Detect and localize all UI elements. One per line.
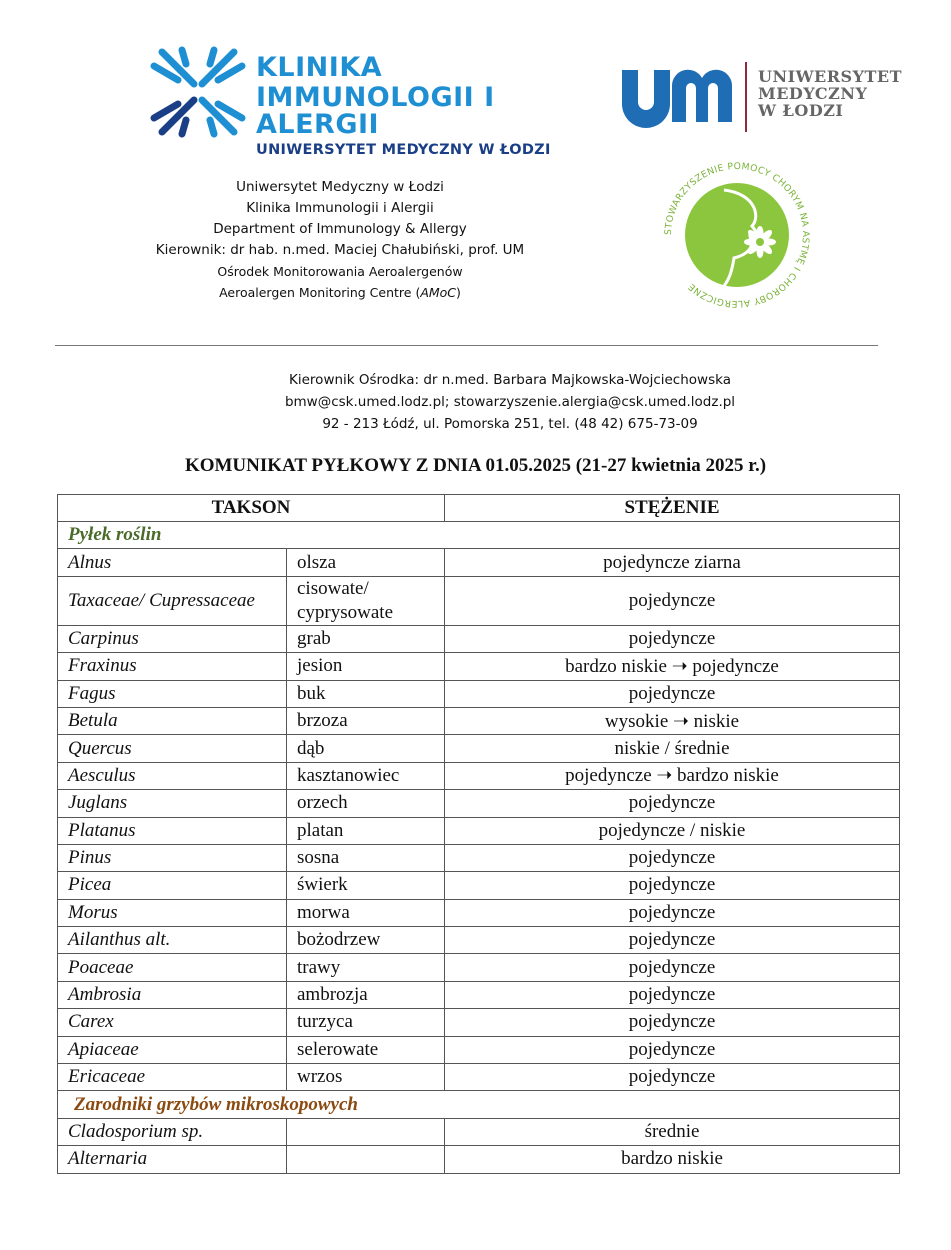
table-row	[58, 927, 900, 954]
cell-concentration: pojedyncze	[445, 625, 900, 652]
cell-latin: Apiaceae	[58, 1036, 287, 1063]
association-badge-icon	[662, 160, 812, 310]
um-logo-line1: UNIWERSYTET	[758, 67, 903, 86]
header-concentration: STĘŻENIE	[445, 495, 900, 522]
cell-latin: Fagus	[58, 680, 287, 707]
contact-address: 92 - 213 Łódź, ul. Pomorska 251, tel. (48 42) 675-73-09	[322, 416, 698, 432]
cell-latin: Fraxinus	[58, 653, 287, 680]
um-logo-line2: MEDYCZNY	[758, 84, 868, 103]
klinika-logo-line1: KLINIKA	[256, 52, 383, 83]
cell-concentration: pojedyncze	[445, 844, 900, 871]
cell-latin: Ambrosia	[58, 981, 287, 1008]
table-row	[58, 790, 900, 817]
table-row	[58, 1036, 900, 1063]
cell-concentration: pojedyncze	[445, 1064, 900, 1091]
cell-polish: jesion	[287, 653, 445, 680]
cell-polish: świerk	[287, 872, 445, 899]
cell-latin: Carex	[58, 1009, 287, 1036]
cell-concentration: pojedyncze	[445, 927, 900, 954]
cell-polish: wrzos	[287, 1064, 445, 1091]
table-row	[58, 1146, 900, 1173]
cell-latin: Cladosporium sp.	[58, 1118, 287, 1145]
section-row-fungi	[58, 1091, 900, 1118]
table-row	[58, 981, 900, 1008]
cell-latin: Platanus	[58, 817, 287, 844]
cell-polish: selerowate	[287, 1036, 445, 1063]
cell-polish: dąb	[287, 735, 445, 762]
section-pollen-label: Pyłek roślin	[58, 522, 900, 549]
table-row	[58, 844, 900, 871]
header-centre-en: Aeroalergen Monitoring Centre (AMoC)	[219, 285, 461, 300]
cell-concentration: średnie	[445, 1118, 900, 1145]
cell-latin: Aesculus	[58, 762, 287, 789]
klinika-logo	[148, 42, 568, 158]
cell-polish: platan	[287, 817, 445, 844]
cell-concentration: pojedyncze	[445, 680, 900, 707]
cell-polish: grab	[287, 625, 445, 652]
header-head: Kierownik: dr hab. n.med. Maciej Chałubiński, prof. UM	[155, 242, 525, 258]
cell-polish: turzyca	[287, 1009, 445, 1036]
table-row	[58, 872, 900, 899]
cell-polish: buk	[287, 680, 445, 707]
table-row	[58, 899, 900, 926]
cell-concentration: pojedyncze	[445, 954, 900, 981]
cell-concentration: pojedyncze	[445, 981, 900, 1008]
cell-latin: Ailanthus alt.	[58, 927, 287, 954]
cell-concentration: pojedyncze	[445, 576, 900, 625]
table-row	[58, 653, 900, 680]
cell-polish: olsza	[287, 549, 445, 576]
contact-block	[250, 369, 770, 435]
table-row	[58, 680, 900, 707]
cell-concentration: bardzo niskie	[445, 1146, 900, 1173]
contact-emails: bmw@csk.umed.lodz.pl; stowarzyszenie.alergia@csk.umed.lodz.pl	[284, 394, 736, 410]
table-header-row	[58, 495, 900, 522]
klinika-logo-line3: UNIWERSYTET MEDYCZNY W ŁODZI	[256, 142, 551, 158]
cell-latin: Picea	[58, 872, 287, 899]
cell-polish: ambrozja	[287, 981, 445, 1008]
cell-concentration: pojedyncze	[445, 1009, 900, 1036]
cell-concentration: pojedyncze	[445, 790, 900, 817]
cell-latin: Carpinus	[58, 625, 287, 652]
institution-header	[120, 177, 560, 303]
cell-polish: morwa	[287, 899, 445, 926]
table-row	[58, 817, 900, 844]
cell-latin: Pinus	[58, 844, 287, 871]
cell-latin: Ericaceae	[58, 1064, 287, 1091]
table-row	[58, 549, 900, 576]
cell-latin: Alnus	[58, 549, 287, 576]
header-university: Uniwersytet Medyczny w Łodzi	[236, 179, 444, 195]
table-row	[58, 1009, 900, 1036]
pollen-table	[57, 494, 900, 1174]
table-row	[58, 954, 900, 981]
um-logo-separator	[745, 62, 747, 132]
cell-latin: Alternaria	[58, 1146, 287, 1173]
table-row	[58, 576, 900, 625]
cell-latin: Morus	[58, 899, 287, 926]
header-taxon: TAKSON	[58, 495, 445, 522]
report-title: KOMUNIKAT PYŁKOWY Z DNIA 01.05.2025 (21-27 kwietnia 2025 r.)	[184, 455, 767, 476]
klinika-logo-mark-icon	[148, 42, 248, 142]
contact-head: Kierownik Ośrodka: dr n.med. Barbara Majkowska-Wojciechowska	[289, 372, 731, 388]
cell-polish: cisowate/ cyprysowate	[287, 576, 445, 625]
um-logo-mark-icon	[620, 62, 735, 132]
cell-concentration: pojedyncze	[445, 872, 900, 899]
cell-concentration: pojedyncze	[445, 1036, 900, 1063]
header-clinic: Klinika Immunologii i Alergii	[246, 200, 434, 216]
cell-concentration: niskie / średnie	[445, 735, 900, 762]
cell-concentration: wysokie ➝ niskie	[445, 707, 900, 734]
header-divider	[55, 345, 878, 346]
cell-concentration: pojedyncze ➝ bardzo niskie	[445, 762, 900, 789]
cell-concentration: pojedyncze ziarna	[445, 549, 900, 576]
association-logo	[662, 160, 812, 310]
cell-polish: trawy	[287, 954, 445, 981]
cell-latin: Betula	[58, 707, 287, 734]
table-row	[58, 762, 900, 789]
cell-latin: Juglans	[58, 790, 287, 817]
cell-latin: Taxaceae/ Cupressaceae	[58, 576, 287, 625]
um-logo	[620, 62, 930, 134]
cell-concentration: bardzo niskie ➝ pojedyncze	[445, 653, 900, 680]
table-row	[58, 1118, 900, 1145]
um-logo-line3: W ŁODZI	[758, 101, 844, 120]
table-row	[58, 735, 900, 762]
cell-latin: Poaceae	[58, 954, 287, 981]
klinika-logo-line2: IMMUNOLOGII I ALERGII	[256, 82, 495, 140]
table-row	[58, 625, 900, 652]
table-row	[58, 1064, 900, 1091]
cell-polish: brzoza	[287, 707, 445, 734]
section-row-pollen	[58, 522, 900, 549]
cell-concentration: pojedyncze	[445, 899, 900, 926]
section-fungi-label: Zarodniki grzybów mikroskopowych	[58, 1091, 900, 1118]
cell-concentration: pojedyncze / niskie	[445, 817, 900, 844]
cell-polish	[287, 1118, 445, 1145]
cell-polish	[287, 1146, 445, 1173]
association-ring-text: STOWARZYSZENIE POMOCY CHORYM NA ASTMĘ I CHOROBY ALERGICZNE	[662, 160, 812, 310]
table-row	[58, 707, 900, 734]
cell-polish: sosna	[287, 844, 445, 871]
cell-polish: kasztanowiec	[287, 762, 445, 789]
cell-latin: Quercus	[58, 735, 287, 762]
header-centre-pl: Ośrodek Monitorowania Aeroalergenów	[217, 264, 463, 279]
cell-polish: bożodrzew	[287, 927, 445, 954]
cell-polish: orzech	[287, 790, 445, 817]
header-department: Department of Immunology & Allergy	[213, 221, 467, 237]
